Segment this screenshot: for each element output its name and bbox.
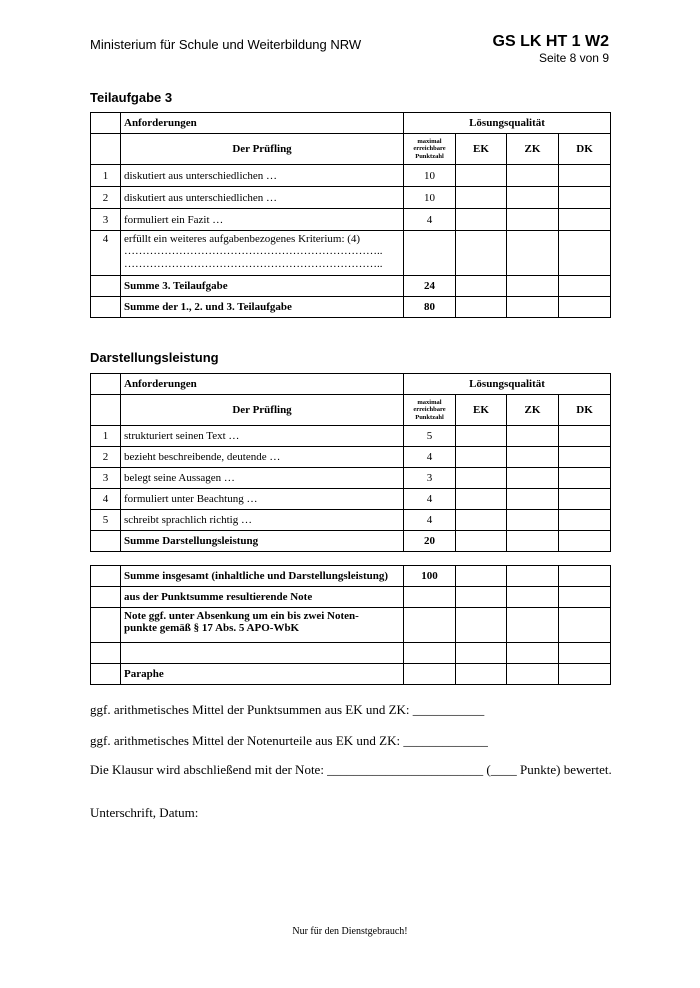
row-number: 2 [91,447,121,468]
blank-cell [91,664,121,685]
zk-header: ZK [507,134,559,165]
row-number: 2 [91,187,121,209]
row-points: 3 [404,468,456,489]
row-text: diskutiert aus unterschiedlichen … [121,165,404,187]
ek-cell[interactable] [456,468,507,489]
candidate-header: Der Prüfling [121,395,404,426]
page-number: Seite 8 von 9 [538,51,609,65]
ek-cell[interactable] [456,664,507,685]
paraphe-row [91,664,611,685]
blank-cell [91,643,121,664]
row-number: 1 [91,426,121,447]
empty-row [91,643,611,664]
dk-header: DK [559,134,611,165]
max-points-header: maximal erreichbare Punktzahl [404,134,456,165]
dk-cell[interactable] [559,297,611,318]
dk-cell[interactable] [559,187,611,209]
dk-cell[interactable] [559,489,611,510]
table-row [91,187,611,209]
grand-total-points: 100 [404,566,456,587]
zk-cell[interactable] [507,165,559,187]
row-points: 10 [404,165,456,187]
blank-cell [404,608,456,643]
row-text-block [121,231,404,276]
table-row [91,231,611,276]
zk-cell[interactable] [507,468,559,489]
signature-line: Unterschrift, Datum: [90,805,199,820]
row-text: erfüllt ein weiteres aufgabenbezogenes Kriterium: (4) [124,233,361,245]
blank-cell [91,608,121,643]
zk-cell[interactable] [507,587,559,608]
row-points: 10 [404,187,456,209]
grade-row [91,587,611,608]
table-row [91,426,611,447]
sum-label: Summe 3. Teilaufgabe [121,276,404,297]
footer-note: Nur für den Dienstgebrauch! [292,926,408,937]
zk-cell[interactable] [507,187,559,209]
final-grade-line: Die Klausur wird abschließend mit der Note: ________________________ (____ Punkte) bewertet. [90,762,612,777]
dk-cell[interactable] [559,276,611,297]
ministry-name: Ministerium für Schule und Weiterbildung NRW [90,37,362,52]
mean-grades-line: ggf. arithmetisches Mittel der Notenurteile aus EK und ZK: _____________ [90,733,488,748]
ek-cell[interactable] [456,231,507,276]
blank-cell [91,531,121,552]
row-number: 1 [91,165,121,187]
blank-cell [91,276,121,297]
max-points-header: maximal erreichbare Punktzahl [404,395,456,426]
adjusted-grade-label [121,608,404,643]
dk-header: DK [559,395,611,426]
teilaufgabe-table [90,112,611,318]
ek-cell[interactable] [456,566,507,587]
row-points [404,231,456,276]
ek-cell[interactable] [456,276,507,297]
adjusted-grade-line-2: punkte gemäß § 17 Abs. 5 APO-WbK [124,622,300,634]
ek-cell[interactable] [456,587,507,608]
row-text: schreibt sprachlich richtig … [121,510,404,531]
row-number: 4 [91,489,121,510]
row-points: 4 [404,209,456,231]
zk-header: ZK [507,395,559,426]
ek-cell[interactable] [456,426,507,447]
zk-cell[interactable] [507,566,559,587]
ek-cell[interactable] [456,165,507,187]
dk-cell[interactable] [559,231,611,276]
sum-row [91,531,611,552]
table-row [91,489,611,510]
darstellung-table [90,373,611,552]
ek-cell[interactable] [456,447,507,468]
row-number: 3 [91,468,121,489]
summary-total-row [91,566,611,587]
row-text: strukturiert seinen Text … [121,426,404,447]
zk-cell[interactable] [507,510,559,531]
blank-cell [121,643,404,664]
blank-cell [404,587,456,608]
zk-cell[interactable] [507,531,559,552]
ek-header: EK [456,134,507,165]
ek-cell[interactable] [456,489,507,510]
adjusted-grade-row [91,608,611,643]
blank-cell [91,297,121,318]
zk-cell[interactable] [507,608,559,643]
blank-cell [404,664,456,685]
dk-cell[interactable] [559,165,611,187]
blank-cell [91,374,121,395]
ek-cell[interactable] [456,297,507,318]
dk-cell[interactable] [559,587,611,608]
row-text: diskutiert aus unterschiedlichen … [121,187,404,209]
total-label: Summe der 1., 2. und 3. Teilaufgabe [121,297,404,318]
table-row [91,165,611,187]
document-code: GS LK HT 1 W2 [492,33,609,50]
dotted-line: …………………………………………………………….. [124,245,383,257]
sum-points: 24 [404,276,456,297]
zk-cell[interactable] [507,489,559,510]
quality-header: Lösungsqualität [404,113,611,134]
ek-cell[interactable] [456,608,507,643]
paraphe-label: Paraphe [121,664,404,685]
total-points: 80 [404,297,456,318]
requirements-header: Anforderungen [121,113,404,134]
row-text: formuliert unter Beachtung … [121,489,404,510]
dk-cell[interactable] [559,426,611,447]
sum-row [91,276,611,297]
section-title-darstellung: Darstellungsleistung [90,350,219,365]
row-text: formuliert ein Fazit … [121,209,404,231]
row-text: bezieht beschreibende, deutende … [121,447,404,468]
row-number: 3 [91,209,121,231]
adjusted-grade-line-1: Note ggf. unter Absenkung um ein bis zwei Noten- [124,610,359,622]
zk-cell[interactable] [507,209,559,231]
section-title-teilaufgabe: Teilaufgabe 3 [90,90,173,105]
row-points: 4 [404,489,456,510]
blank-cell [91,587,121,608]
row-points: 4 [404,510,456,531]
zk-cell[interactable] [507,297,559,318]
ek-cell[interactable] [456,643,507,664]
row-points: 5 [404,426,456,447]
row-points: 4 [404,447,456,468]
table-row [91,510,611,531]
row-number: 4 [91,231,121,276]
dk-cell[interactable] [559,664,611,685]
blank-cell [91,395,121,426]
row-number: 5 [91,510,121,531]
zk-cell[interactable] [507,426,559,447]
blank-cell [404,643,456,664]
requirements-header: Anforderungen [121,374,404,395]
zk-cell[interactable] [507,643,559,664]
ek-cell[interactable] [456,209,507,231]
grand-total-label: Summe insgesamt (inhaltliche und Darstellungsleistung) [121,566,404,587]
zk-cell[interactable] [507,231,559,276]
dk-cell[interactable] [559,510,611,531]
blank-cell [91,566,121,587]
table-row [91,468,611,489]
table-row [91,447,611,468]
total-row [91,297,611,318]
ek-header: EK [456,395,507,426]
dk-cell[interactable] [559,468,611,489]
ek-cell[interactable] [456,510,507,531]
quality-header: Lösungsqualität [404,374,611,395]
ek-cell[interactable] [456,531,507,552]
dk-cell[interactable] [559,608,611,643]
dk-cell[interactable] [559,209,611,231]
dk-cell[interactable] [559,566,611,587]
grade-label: aus der Punktsumme resultierende Note [121,587,404,608]
candidate-header: Der Prüfling [121,134,404,165]
ek-cell[interactable] [456,187,507,209]
dk-cell[interactable] [559,643,611,664]
zk-cell[interactable] [507,276,559,297]
table-row [91,209,611,231]
dk-cell[interactable] [559,447,611,468]
document-header [493,33,609,65]
sum-points: 20 [404,531,456,552]
summary-table [90,565,611,685]
dotted-line: …………………………………………………………….. [124,258,383,270]
dk-cell[interactable] [559,531,611,552]
mean-points-line: ggf. arithmetisches Mittel der Punktsummen aus EK und ZK: ___________ [90,702,485,717]
blank-cell [91,134,121,165]
zk-cell[interactable] [507,664,559,685]
blank-cell [91,113,121,134]
zk-cell[interactable] [507,447,559,468]
row-text: belegt seine Aussagen … [121,468,404,489]
sum-label: Summe Darstellungsleistung [121,531,404,552]
